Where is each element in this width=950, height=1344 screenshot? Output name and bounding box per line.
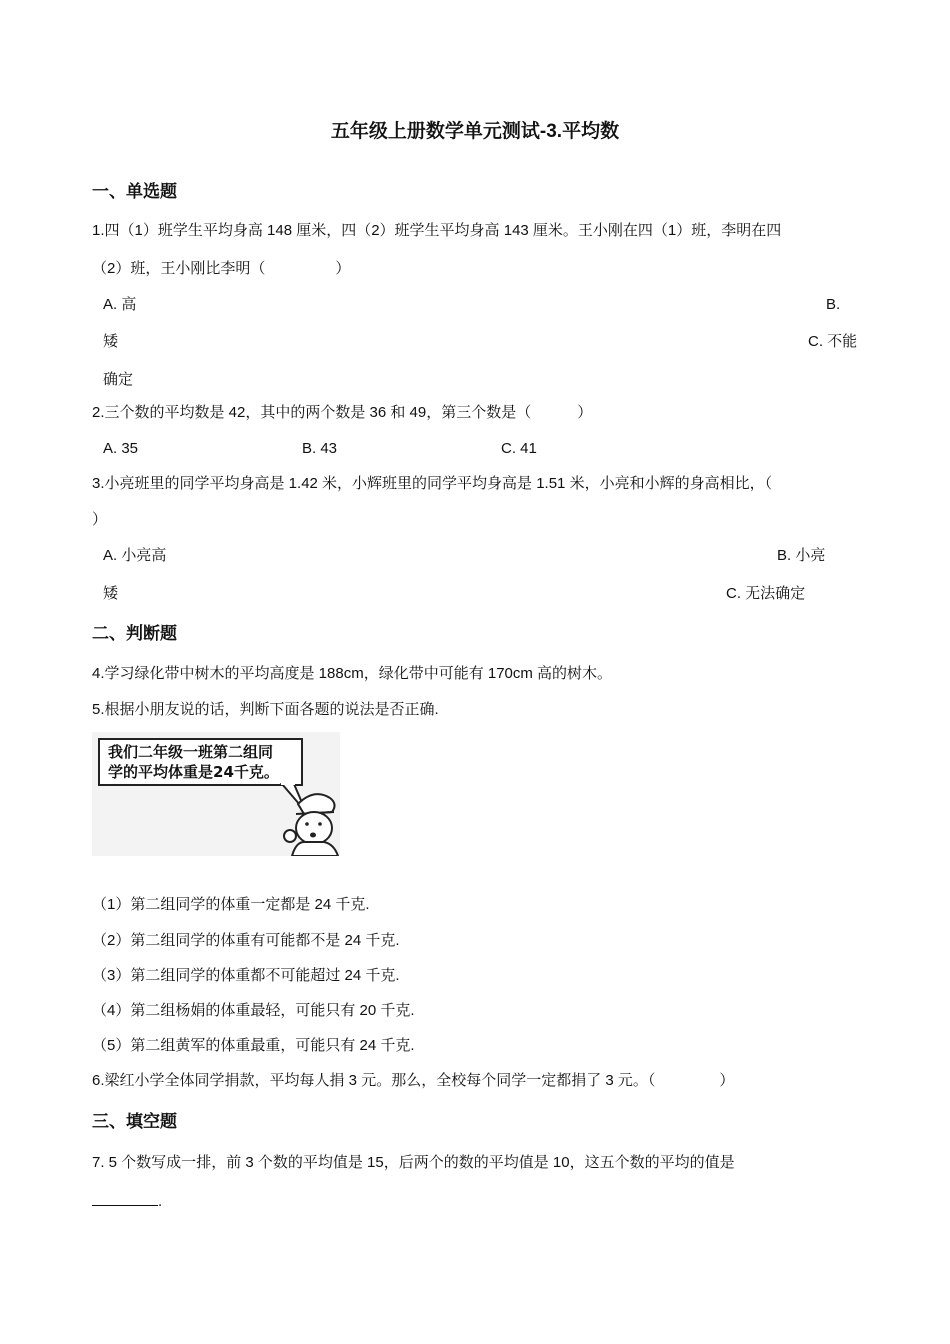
question-1-option-a: A. 高 — [103, 296, 137, 313]
question-3-option-b-text: 矮 — [103, 585, 119, 602]
question-1-option-b-text: 矮 — [103, 333, 119, 350]
question-6-text: 6.梁红小学全体同学捐款，平均每人捐 3 元。那么，全校每个同学一定都捐了 3 元。（ ） — [92, 1072, 735, 1089]
question-1-option-c-label: C. 不能 — [808, 333, 858, 350]
question-5-item-4: （4）第二组杨娟的体重最轻，可能只有 20 千克. — [92, 1002, 415, 1019]
child-cartoon-icon — [92, 732, 340, 856]
question-5-item-1: （1）第二组同学的体重一定都是 24 千克. — [92, 896, 370, 913]
section-heading-fill-blank: 三、填空题 — [92, 1112, 177, 1131]
question-7-line-1: 7. 5 个数写成一排，前 3 个数的平均值是 15，后两个的数的平均值是 10，这五个数的平均的值是 — [92, 1154, 735, 1171]
question-4-text: 4.学习绿化带中树木的平均高度是 188cm，绿化带中可能有 170cm 高的树木。 — [92, 665, 613, 682]
section-heading-true-false: 二、判断题 — [92, 624, 177, 643]
question-5-text: 5.根据小朋友说的话，判断下面各题的说法是否正确. — [92, 701, 439, 718]
question-5-item-5: （5）第二组黄军的体重最重，可能只有 24 千克. — [92, 1037, 415, 1054]
question-5-item-2: （2）第二组同学的体重有可能都不是 24 千克. — [92, 932, 400, 949]
question-1-option-b-label: B. — [826, 296, 841, 313]
question-7-line-2: . — [92, 1191, 162, 1212]
question-1-line-2: （2）班，王小刚比李明（ ） — [92, 260, 351, 277]
section-heading-single-choice: 一、单选题 — [92, 182, 177, 201]
page-title: 五年级上册数学单元测试-3.平均数 — [330, 121, 620, 142]
question-2-option-a: A. 35 — [103, 440, 139, 457]
question-3-option-b-label: B. 小亮 — [777, 547, 826, 564]
question-3-line-1: 3.小亮班里的同学平均身高是 1.42 米，小辉班里的同学平均身高是 1.51 米，小亮和小辉的身高相比，（ — [92, 475, 773, 492]
question-3-line-2: ） — [92, 511, 108, 528]
question-5-item-3: （3）第二组同学的体重都不可能超过 24 千克. — [92, 967, 400, 984]
question-2-option-c: C. 41 — [501, 440, 537, 457]
question-3-option-a: A. 小亮高 — [103, 547, 167, 564]
question-3-option-c: C. 无法确定 — [726, 585, 806, 602]
answer-blank[interactable] — [92, 1191, 158, 1206]
question-2-option-b: B. 43 — [302, 440, 338, 457]
speech-bubble-illustration — [92, 732, 340, 856]
question-1-line-1: 1.四（1）班学生平均身高 148 厘米，四（2）班学生平均身高 143 厘米。王小刚在四（1）班，李明在四 — [92, 222, 782, 239]
speech-bubble-line-1: 我们二年级一班第二组同 — [108, 743, 274, 761]
speech-bubble-line-2: 学的平均体重是24千克。 — [108, 763, 279, 781]
question-2-text: 2.三个数的平均数是 42，其中的两个数是 36 和 49，第三个数是（ ） — [92, 404, 593, 421]
question-1-option-c-text: 确定 — [103, 371, 134, 388]
